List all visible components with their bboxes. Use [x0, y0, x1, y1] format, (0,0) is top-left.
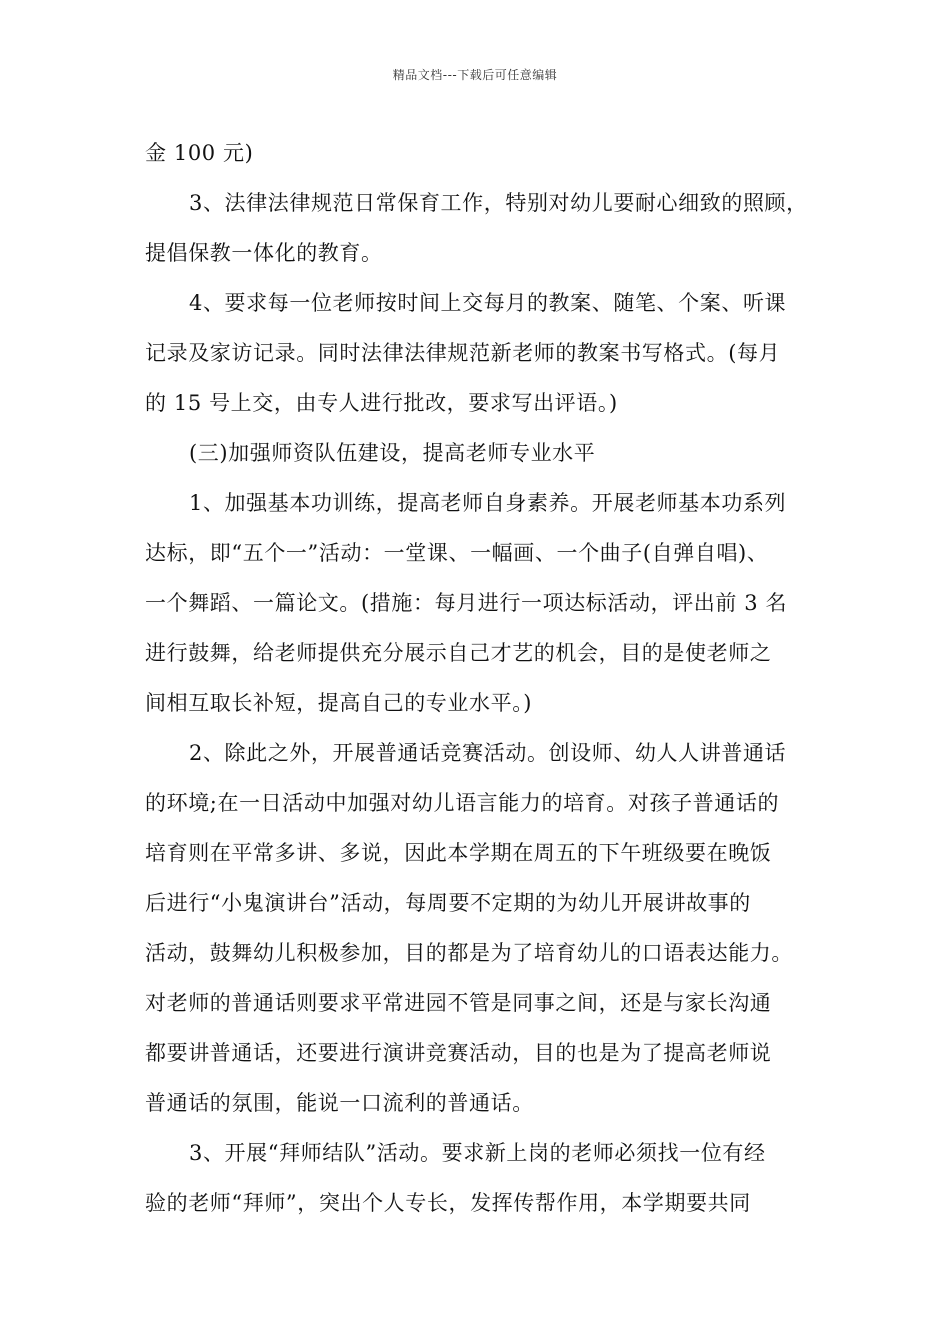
text-line: 3、开展“拜师结队”活动。要求新上岗的老师必须找一位有经: [189, 1141, 766, 1165]
section-heading: (三)加强师资队伍建设，提高老师专业水平: [189, 441, 596, 465]
text-line: 4、要求每一位老师按时间上交每月的教案、随笔、个案、听课: [189, 291, 787, 315]
text-line: 都要讲普通话，还要进行演讲竞赛活动，目的也是为了提高老师说: [145, 1041, 772, 1065]
text-line: 2、除此之外，开展普通话竞赛活动。创设师、幼人人讲普通话: [189, 741, 787, 765]
text-line: 金 100 元): [145, 141, 254, 165]
text-line: 间相互取长补短，提高自己的专业水平。): [145, 691, 533, 715]
text-line: 达标，即“五个一”活动：一堂课、一幅画、一个曲子(自弹自唱)、: [145, 541, 769, 565]
text-line: 提倡保教一体化的教育。: [145, 241, 383, 265]
text-line: 进行鼓舞，给老师提供充分展示自己才艺的机会，目的是使老师之: [145, 641, 772, 665]
text-line: 培育则在平常多讲、多说，因此本学期在周五的下午班级要在晚饭: [145, 841, 772, 865]
text-line: 验的老师“拜师”，突出个人专长，发挥传帮作用，本学期要共同: [145, 1191, 751, 1215]
text-line: 1、加强基本功训练，提高老师自身素养。开展老师基本功系列: [189, 491, 787, 515]
text-line: 记录及家访记录。同时法律法律规范新老师的教案书写格式。(每月: [145, 341, 781, 365]
text-line: 的 15 号上交，由专人进行批改，要求写出评语。): [145, 391, 618, 415]
text-line: 3、法律法律规范日常保育工作，特别对幼儿要耐心细致的照顾，: [189, 191, 808, 215]
text-line: 对老师的普通话则要求平常进园不管是同事之间，还是与家长沟通: [145, 991, 772, 1015]
page-header: 精品文档---下载后可任意编辑: [392, 68, 558, 82]
text-line: 活动，鼓舞幼儿积极参加，目的都是为了培育幼儿的口语表达能力。: [145, 941, 793, 965]
document-body: [145, 128, 835, 1228]
text-line: 的环境;在一日活动中加强对幼儿语言能力的培育。对孩子普通话的: [145, 791, 780, 815]
text-line: 一个舞蹈、一篇论文。(措施：每月进行一项达标活动，评出前 3 名: [145, 591, 788, 615]
text-line: 普通话的氛围，能说一口流利的普通话。: [145, 1091, 534, 1115]
text-line: 后进行“小鬼演讲台”活动，每周要不定期的为幼儿开展讲故事的: [145, 891, 751, 915]
